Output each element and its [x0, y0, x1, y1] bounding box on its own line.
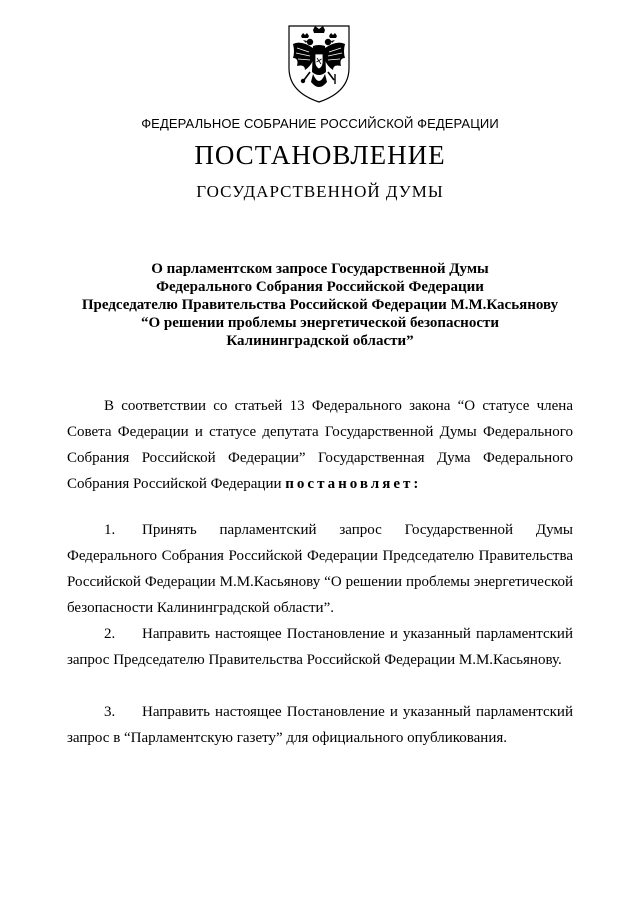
subject-line: Федерального Собрания Российской Федерации — [156, 279, 484, 295]
item-text: Направить настоящее Постановление и указанный парламентский запрос Председателю Правительства Российской Федерации М.М.Касьянову. — [67, 626, 573, 668]
resolution-item-3 — [67, 699, 573, 751]
subject-line: О парламентском запросе Государственной Думы — [151, 261, 489, 277]
resolves-word: постановляет: — [285, 476, 422, 492]
item-number: 2. — [104, 626, 116, 642]
issuing-body-title: ГОСУДАРСТВЕННОЙ ДУМЫ — [196, 182, 444, 201]
resolution-item-1 — [67, 517, 573, 621]
russian-coat-of-arms-icon — [283, 22, 355, 104]
item-number: 3. — [104, 704, 116, 720]
subject-line: “О решении проблемы энергетической безопасности — [141, 315, 499, 331]
preamble-paragraph — [67, 393, 573, 497]
parliament-name: ФЕДЕРАЛЬНОЕ СОБРАНИЕ РОССИЙСКОЙ ФЕДЕРАЦИИ — [141, 116, 499, 131]
resolution-subject — [60, 260, 580, 350]
item-text: Принять парламентский запрос Государственной Думы Федерального Собрания Российской Федерации Председателю Правительства Российской Федерации М.М.Касьянову “О решении проблемы энергетической безопасности Калининградской области”. — [67, 522, 573, 616]
subject-line: Калининградской области” — [226, 333, 414, 349]
subject-line: Председателю Правительства Российской Федерации М.М.Касьянову — [81, 297, 559, 313]
item-text: Направить настоящее Постановление и указанный парламентский запрос в “Парламентскую газету” для официального опубликования. — [67, 704, 573, 746]
item-number: 1. — [104, 522, 116, 538]
document-type-title: ПОСТАНОВЛЕНИЕ — [194, 140, 446, 170]
resolution-item-2 — [67, 621, 573, 673]
preamble-text: В соответствии со статьей 13 Федерального закона “О статусе члена Совета Федерации и статусе депутата Государственной Думы Федерального Собрания Российской Федерации” Государственная Дума Федерального Собрания Российской Федерации — [67, 398, 573, 492]
